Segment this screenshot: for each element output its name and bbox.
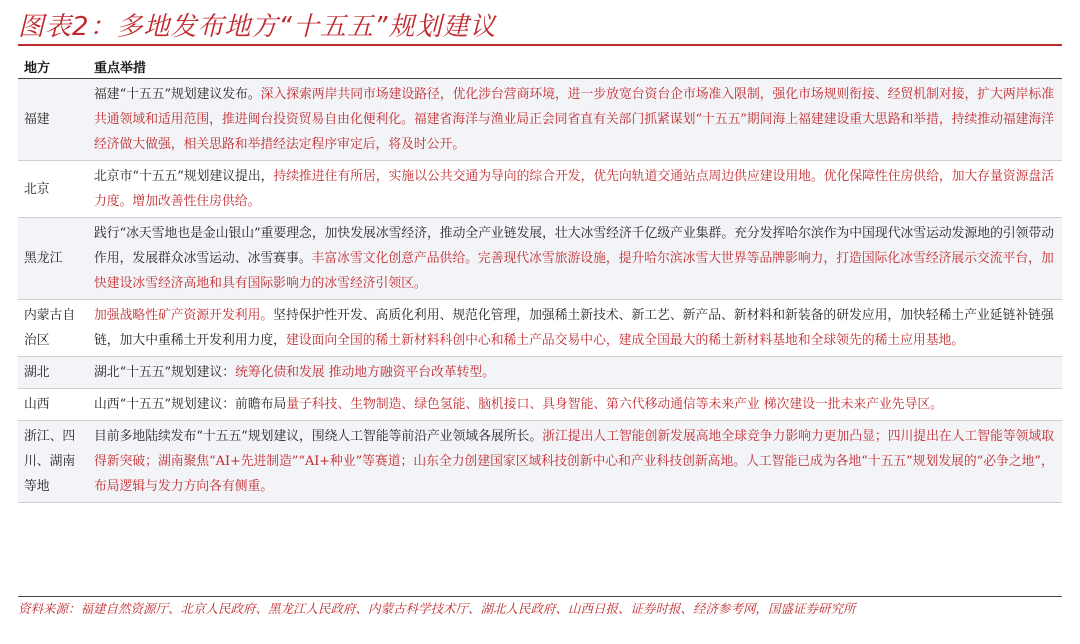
region-cell: 湖北	[18, 357, 88, 389]
body-text: 北京市“十五五”规划建议提出，	[94, 169, 274, 184]
header-region: 地方	[18, 54, 88, 79]
highlighted-text: 浙江提出人工智能创新发展高地全球竞争力影响力更加凸显；四川提出在人工智能等领域取得新突破；湖南聚焦“AI+先进制造”“AI+种业”等赛道；山东全力创建国家区域科技创新中心和产业科技创新高地。人工智能已成为各地“十五五”规划发展的“必争之地”，布局逻辑与发力方向各有侧重。	[94, 429, 1055, 494]
measures-cell	[88, 300, 1062, 357]
highlighted-text: 持续推进住有所居，实施以公共交通为导向的综合开发，优先向轨道交通站点周边供应建设用地。优化保障性住房供给，加大存量资源盘活力度。增加改善性住房供给。	[94, 169, 1055, 209]
table-row	[18, 300, 1062, 357]
table-header-row	[18, 54, 1062, 79]
measures-cell	[88, 389, 1062, 421]
table-row	[18, 357, 1062, 389]
body-text: 践行“冰天雪地也是金山银山”重要理念，加快发展冰雪经济，推动全产业链发展，壮大冰雪经济千亿级产业集群。充分发挥哈尔滨作为中国现代冰雪运动发源地的引领带动作用，发展群众冰雪运动、冰雪赛事。	[94, 226, 1055, 266]
source-note: 资料来源：福建自然资源厅、北京人民政府、黑龙江人民政府、内蒙古科学技术厅、湖北人民政府、山西日报、证券时报、经济参考网，国盛证券研究所	[18, 596, 1062, 618]
region-cell: 北京	[18, 161, 88, 218]
measures-cell	[88, 421, 1062, 503]
body-text: 山西“十五五”规划建议：前瞻布局	[94, 397, 287, 412]
body-text: 坚持保护性开发、高质化利用、规范化管理，加强稀土新技术、新工艺、新产品、新材料和新装备的研发应用，加快轻稀土产业延链补链强链，加大中重稀土开发利用力度，	[94, 308, 1054, 348]
table-row	[18, 421, 1062, 503]
region-cell: 黑龙江	[18, 218, 88, 300]
highlighted-text: 加强战略性矿产资源开发利用。	[94, 308, 274, 323]
region-cell: 浙江、四川、湖南等地	[18, 421, 88, 503]
title-divider	[18, 44, 1062, 46]
region-cell: 内蒙古自治区	[18, 300, 88, 357]
body-text: 湖北“十五五”规划建议：	[94, 365, 236, 380]
table-row	[18, 161, 1062, 218]
measures-cell	[88, 357, 1062, 389]
header-measures: 重点举措	[88, 54, 1062, 79]
measures-cell	[88, 79, 1062, 161]
table-row	[18, 218, 1062, 300]
table-body	[18, 79, 1062, 503]
highlighted-text: 统筹化债和发展 推动地方融资平台改革转型。	[235, 365, 496, 380]
region-cell: 福建	[18, 79, 88, 161]
highlighted-text: 建设面向全国的稀土新材料科创中心和稀土产品交易中心，建成全国最大的稀土新材料基地和全球领先的稀土应用基地。	[285, 333, 965, 348]
measures-cell	[88, 218, 1062, 300]
highlighted-text: 丰富冰雪文化创意产品供给。完善现代冰雪旅游设施，提升哈尔滨冰雪大世界等品牌影响力，打造国际化冰雪经济展示交流平台，加快建设冰雪经济高地和具有国际影响力的冰雪经济引领区。	[94, 251, 1054, 291]
policy-table	[18, 54, 1062, 503]
table-row	[18, 79, 1062, 161]
region-cell: 山西	[18, 389, 88, 421]
body-text: 目前多地陆续发布“十五五”规划建议，围绕人工智能等前沿产业领域各展所长。	[94, 429, 543, 444]
measures-cell	[88, 161, 1062, 218]
chart-title: 图表2：多地发布地方“十五五”规划建议	[18, 12, 497, 42]
highlighted-text: 深入探索两岸共同市场建设路径，优化涉台营商环境，进一步放宽台资台企市场准入限制，强化市场规则衔接、经贸机制对接，扩大两岸标准共通领域和适用范围，推进闽台投资贸易自由化便利化。福建省海洋与渔业局正会同省直有关部门抓紧谋划“十五五”期间海上福建建设重大思路和举措，持续推动福建海洋经济做大做强，相关思路和举措经法定程序审定后，将及时公开。	[94, 87, 1055, 152]
table-row	[18, 389, 1062, 421]
highlighted-text: 量子科技、生物制造、绿色氢能、脑机接口、具身智能、第六代移动通信等未来产业 梯次建设一批未来产业先导区。	[286, 397, 943, 412]
body-text: 福建“十五五”规划建议发布。	[94, 87, 261, 102]
